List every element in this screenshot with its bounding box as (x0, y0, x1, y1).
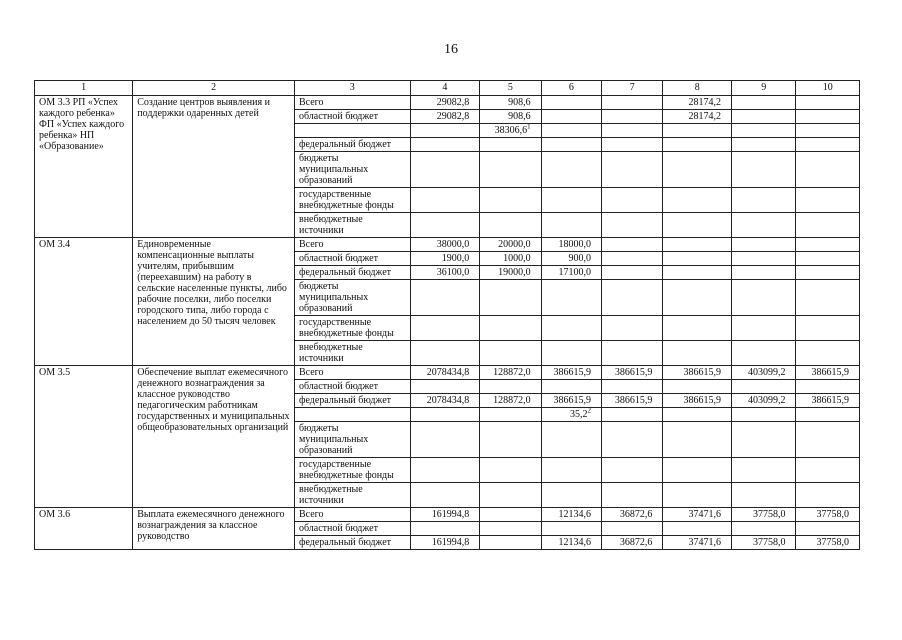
amount-cell (663, 380, 732, 394)
amount-cell (541, 316, 601, 341)
amount-cell: 18000,0 (541, 238, 601, 252)
amount-cell (541, 380, 601, 394)
amount-cell (480, 152, 541, 188)
column-header: 4 (410, 81, 480, 96)
footnote-marker: 1 (527, 123, 531, 131)
funding-source: федеральный бюджет (294, 536, 410, 550)
measure-code: ОМ 3.3 РП «Успех каждого ребенка» ФП «Успех каждого ребенка» НП «Образование» (35, 96, 133, 238)
amount-cell (796, 96, 860, 110)
amount-cell (602, 280, 663, 316)
amount-cell (796, 380, 860, 394)
amount-cell: 403099,2 (732, 366, 796, 380)
page-number: 16 (444, 42, 458, 57)
amount-cell: 403099,2 (732, 394, 796, 408)
amount-cell: 20000,0 (480, 238, 541, 252)
amount-cell (732, 238, 796, 252)
column-header: 1 (35, 81, 133, 96)
amount-cell (663, 341, 732, 366)
amount-cell (796, 280, 860, 316)
amount-cell: 900,0 (541, 252, 601, 266)
table-row (35, 508, 860, 522)
amount-cell (796, 188, 860, 213)
amount-cell (732, 266, 796, 280)
amount-cell (796, 124, 860, 138)
funding-source: Всего (294, 238, 410, 252)
column-header: 6 (541, 81, 601, 96)
funding-source (294, 408, 410, 422)
amount-cell (732, 316, 796, 341)
amount-cell (732, 138, 796, 152)
amount-cell (663, 152, 732, 188)
amount-cell (480, 408, 541, 422)
funding-source: федеральный бюджет (294, 394, 410, 408)
amount-cell (541, 188, 601, 213)
amount-cell (602, 266, 663, 280)
funding-source: государственные внебюджетные фонды (294, 458, 410, 483)
amount-cell: 28174,2 (663, 96, 732, 110)
funding-source: областной бюджет (294, 380, 410, 394)
funding-source: бюджеты муниципальных образований (294, 280, 410, 316)
amount-cell (410, 522, 480, 536)
amount-cell: 37471,6 (663, 508, 732, 522)
amount-cell (602, 96, 663, 110)
amount-cell (480, 341, 541, 366)
amount-cell (796, 252, 860, 266)
funding-source: государственные внебюджетные фонды (294, 188, 410, 213)
amount-cell: 386615,9 (663, 366, 732, 380)
amount-cell (796, 408, 860, 422)
amount-cell (796, 483, 860, 508)
amount-cell (602, 408, 663, 422)
amount-cell (732, 124, 796, 138)
amount-cell (732, 152, 796, 188)
amount-cell (602, 138, 663, 152)
amount-cell: 37758,0 (732, 536, 796, 550)
amount-cell (480, 188, 541, 213)
amount-cell (480, 483, 541, 508)
amount-cell (732, 96, 796, 110)
amount-cell (410, 341, 480, 366)
amount-cell: 37758,0 (732, 508, 796, 522)
funding-source: федеральный бюджет (294, 266, 410, 280)
amount-cell (796, 316, 860, 341)
funding-source: внебюджетные источники (294, 341, 410, 366)
amount-cell: 28174,2 (663, 110, 732, 124)
amount-cell (541, 96, 601, 110)
column-number-header (35, 81, 860, 96)
amount-cell (663, 238, 732, 252)
amount-cell: 386615,9 (602, 394, 663, 408)
amount-cell (663, 213, 732, 238)
amount-cell (796, 266, 860, 280)
amount-cell (541, 152, 601, 188)
amount-cell (410, 124, 480, 138)
amount-cell: 1900,0 (410, 252, 480, 266)
amount-cell (796, 138, 860, 152)
amount-cell (541, 422, 601, 458)
funding-source: Всего (294, 96, 410, 110)
amount-cell (410, 316, 480, 341)
amount-cell: 128872,0 (480, 366, 541, 380)
amount-cell: 2078434,8 (410, 394, 480, 408)
amount-cell (796, 341, 860, 366)
measure-name: Выплата ежемесячного денежного вознаграждения за классное руководство (133, 508, 295, 550)
amount-cell (480, 522, 541, 536)
funding-source: Всего (294, 366, 410, 380)
column-header: 10 (796, 81, 860, 96)
amount-cell (541, 280, 601, 316)
amount-cell (480, 124, 541, 138)
amount-cell: 12134,6 (541, 508, 601, 522)
amount-cell (602, 522, 663, 536)
amount-cell (602, 124, 663, 138)
amount-cell (480, 536, 541, 550)
amount-cell (480, 458, 541, 483)
amount-cell (410, 280, 480, 316)
amount-cell (732, 408, 796, 422)
column-header: 8 (663, 81, 732, 96)
amount-cell (541, 124, 601, 138)
amount-cell (541, 522, 601, 536)
amount-cell (602, 188, 663, 213)
amount-cell (732, 252, 796, 266)
budget-table (34, 80, 860, 550)
amount-cell: 37471,6 (663, 536, 732, 550)
funding-source: областной бюджет (294, 110, 410, 124)
amount-cell (480, 213, 541, 238)
amount-cell: 37758,0 (796, 536, 860, 550)
amount-cell: 37758,0 (796, 508, 860, 522)
amount-cell (732, 522, 796, 536)
amount-cell: 161994,8 (410, 536, 480, 550)
table-body (35, 96, 860, 550)
amount-value: 35,2 (570, 409, 588, 420)
column-header: 7 (602, 81, 663, 96)
amount-cell (796, 213, 860, 238)
amount-cell (541, 483, 601, 508)
amount-cell (732, 213, 796, 238)
amount-cell (541, 458, 601, 483)
amount-cell: 36100,0 (410, 266, 480, 280)
amount-cell: 386615,9 (796, 366, 860, 380)
amount-cell (541, 408, 601, 422)
amount-cell (732, 341, 796, 366)
amount-cell (410, 408, 480, 422)
amount-cell (410, 380, 480, 394)
amount-cell (663, 422, 732, 458)
funding-source: внебюджетные источники (294, 483, 410, 508)
amount-cell: 29082,8 (410, 96, 480, 110)
amount-cell (732, 422, 796, 458)
amount-cell (602, 341, 663, 366)
amount-cell: 1000,0 (480, 252, 541, 266)
amount-cell (541, 213, 601, 238)
amount-cell (796, 238, 860, 252)
amount-cell (602, 252, 663, 266)
amount-cell (410, 422, 480, 458)
amount-cell (663, 188, 732, 213)
measure-name: Обеспечение выплат ежемесячного денежного вознаграждения за классное руководство педагогическим работникам государственных и муниципальных общеобразовательных организаций (133, 366, 295, 508)
amount-cell (663, 252, 732, 266)
amount-cell (602, 238, 663, 252)
amount-cell (663, 522, 732, 536)
amount-cell (602, 380, 663, 394)
table-row (35, 96, 860, 110)
amount-cell (410, 458, 480, 483)
column-header: 9 (732, 81, 796, 96)
amount-cell: 36872,6 (602, 508, 663, 522)
amount-cell: 386615,9 (796, 394, 860, 408)
amount-cell (663, 408, 732, 422)
amount-cell: 386615,9 (602, 366, 663, 380)
amount-cell: 38000,0 (410, 238, 480, 252)
measure-name: Единовременные компенсационные выплаты учителям, прибывшим (переехавшим) на работу в сельские населенные пункты, либо рабочие поселки, либо поселки городского типа, либо города с населением до 50 тысяч человек (133, 238, 295, 366)
amount-cell (602, 110, 663, 124)
amount-cell: 386615,9 (541, 394, 601, 408)
amount-cell (663, 483, 732, 508)
amount-cell (602, 422, 663, 458)
amount-cell: 908,6 (480, 96, 541, 110)
amount-value: 38306,6 (494, 125, 528, 136)
amount-cell: 386615,9 (541, 366, 601, 380)
funding-source: внебюджетные источники (294, 213, 410, 238)
amount-cell (541, 138, 601, 152)
funding-source: Всего (294, 508, 410, 522)
amount-cell (663, 280, 732, 316)
amount-cell (732, 188, 796, 213)
amount-cell (602, 458, 663, 483)
amount-cell: 19000,0 (480, 266, 541, 280)
funding-source (294, 124, 410, 138)
amount-cell (663, 124, 732, 138)
amount-cell (602, 316, 663, 341)
amount-cell (796, 522, 860, 536)
amount-cell: 161994,8 (410, 508, 480, 522)
measure-code: ОМ 3.4 (35, 238, 133, 366)
measure-code: ОМ 3.5 (35, 366, 133, 508)
amount-cell (732, 458, 796, 483)
amount-cell (410, 188, 480, 213)
amount-cell (480, 280, 541, 316)
amount-cell (663, 458, 732, 483)
amount-cell (663, 138, 732, 152)
column-header: 3 (294, 81, 410, 96)
footnote-marker: 2 (587, 407, 592, 415)
measure-code: ОМ 3.6 (35, 508, 133, 550)
amount-cell (796, 422, 860, 458)
amount-cell: 386615,9 (663, 394, 732, 408)
amount-cell (480, 316, 541, 341)
amount-cell (796, 458, 860, 483)
amount-cell (602, 213, 663, 238)
amount-cell (410, 152, 480, 188)
amount-cell (410, 138, 480, 152)
amount-cell (480, 380, 541, 394)
amount-cell: 908,6 (480, 110, 541, 124)
funding-source: бюджеты муниципальных образований (294, 422, 410, 458)
amount-cell (541, 341, 601, 366)
funding-source: областной бюджет (294, 522, 410, 536)
amount-cell: 36872,6 (602, 536, 663, 550)
amount-cell (480, 422, 541, 458)
amount-cell (602, 152, 663, 188)
amount-cell: 17100,0 (541, 266, 601, 280)
amount-cell (410, 483, 480, 508)
amount-cell (732, 483, 796, 508)
amount-cell (796, 110, 860, 124)
amount-cell (663, 316, 732, 341)
measure-name: Создание центров выявления и поддержки одаренных детей (133, 96, 295, 238)
funding-source: государственные внебюджетные фонды (294, 316, 410, 341)
amount-cell: 128872,0 (480, 394, 541, 408)
amount-cell: 2078434,8 (410, 366, 480, 380)
amount-cell (480, 508, 541, 522)
amount-cell (732, 280, 796, 316)
amount-cell (602, 483, 663, 508)
amount-cell (410, 213, 480, 238)
amount-cell: 12134,6 (541, 536, 601, 550)
funding-source: федеральный бюджет (294, 138, 410, 152)
amount-cell (732, 110, 796, 124)
amount-cell (663, 266, 732, 280)
amount-cell (480, 138, 541, 152)
table-row (35, 366, 860, 380)
funding-source: областной бюджет (294, 252, 410, 266)
amount-cell: 29082,8 (410, 110, 480, 124)
amount-cell (796, 152, 860, 188)
amount-cell (732, 380, 796, 394)
table-row (35, 238, 860, 252)
amount-cell (541, 110, 601, 124)
column-header: 2 (133, 81, 295, 96)
column-header: 5 (480, 81, 541, 96)
funding-source: бюджеты муниципальных образований (294, 152, 410, 188)
